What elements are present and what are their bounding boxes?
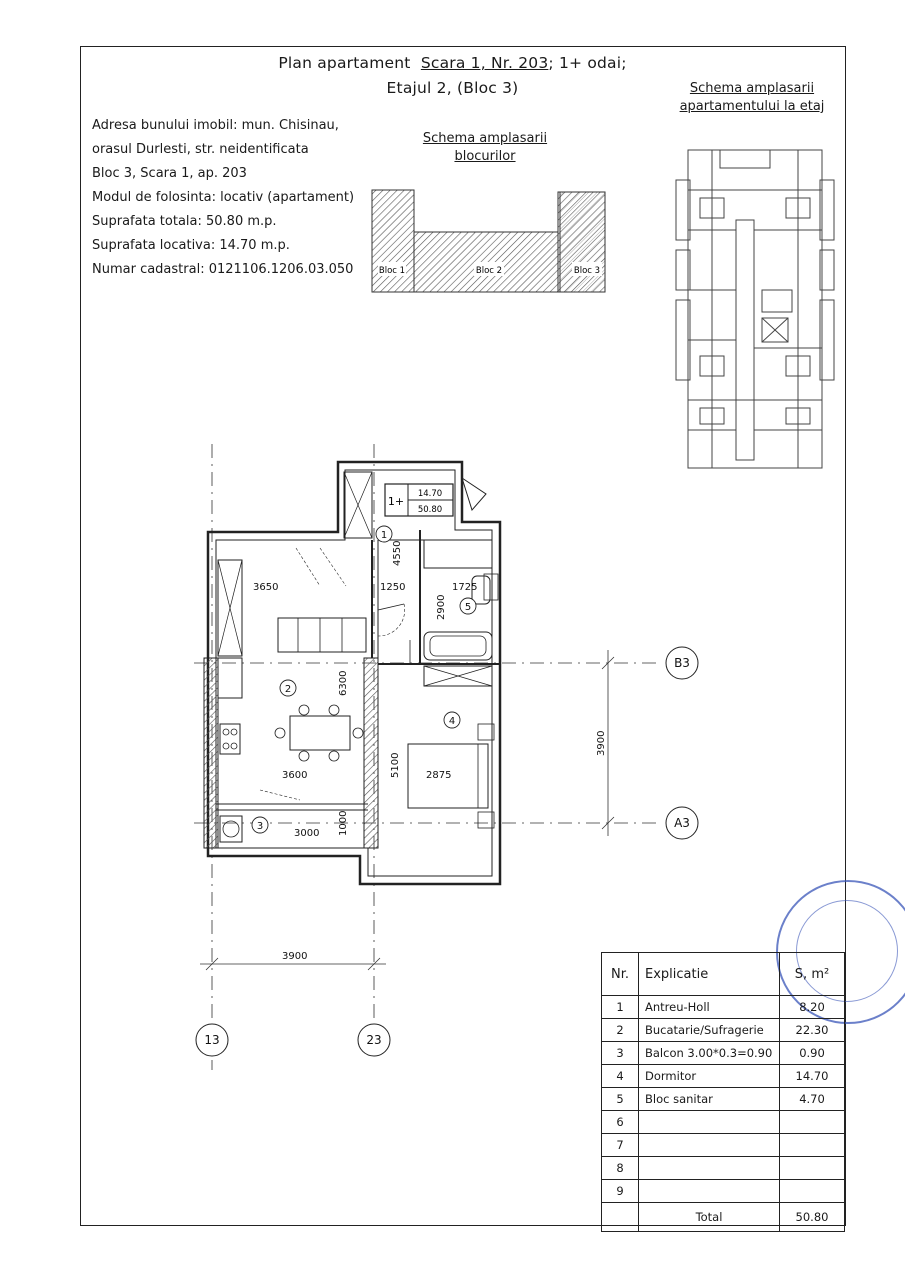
dim-3650: 3650 bbox=[253, 582, 279, 593]
blocks-schema-caption: Schema amplasarii blocurilor bbox=[422, 131, 548, 164]
table-row: 5 Bloc sanitar 4.70 bbox=[602, 1088, 845, 1111]
info-line: Bloc 3, Scara 1, ap. 203 bbox=[92, 166, 247, 181]
table-total-row bbox=[602, 1203, 845, 1232]
header-area: S, m² bbox=[780, 953, 845, 996]
bloc-3-label: Bloc 3 bbox=[573, 266, 601, 276]
room-number-2: 2 bbox=[284, 684, 292, 695]
info-line: Adresa bunului imobil: mun. Chisinau, bbox=[92, 118, 339, 133]
total-label: Total bbox=[639, 1203, 780, 1232]
plan-subtitle: Etajul 2, (Bloc 3) bbox=[386, 79, 519, 97]
dim-1725: 1725 bbox=[452, 582, 478, 593]
room-number-1: 1 bbox=[380, 530, 388, 541]
dim-4550: 4550 bbox=[392, 540, 403, 566]
axis-lines bbox=[194, 444, 662, 1070]
total-value: 50.80 bbox=[780, 1203, 845, 1232]
room-number-3: 3 bbox=[256, 821, 264, 832]
axis-b3: B3 bbox=[674, 656, 690, 670]
dim-2900: 2900 bbox=[436, 594, 447, 620]
header-nr: Nr. bbox=[602, 953, 639, 996]
info-line: Suprafata totala: 50.80 m.p. bbox=[92, 214, 277, 229]
dim-2875: 2875 bbox=[426, 770, 452, 781]
plan-title-scara: Scara 1, Nr. 203 bbox=[420, 54, 549, 72]
axis-13: 13 bbox=[204, 1033, 220, 1047]
table-row: 9 bbox=[602, 1180, 845, 1203]
table-row: 1 Antreu-Holl 8.20 bbox=[602, 996, 845, 1019]
table-row: 4 Dormitor 14.70 bbox=[602, 1065, 845, 1088]
room-number-4: 4 bbox=[448, 716, 456, 727]
area-badge bbox=[385, 484, 453, 516]
info-line: Numar cadastral: 0121106.1206.03.050 bbox=[92, 262, 354, 277]
bloc-3-highlight bbox=[560, 192, 605, 292]
dim-3900-horizontal: 3900 bbox=[282, 951, 308, 962]
dim-1000: 1000 bbox=[338, 810, 349, 836]
dim-1250: 1250 bbox=[380, 582, 406, 593]
info-line: orasul Durlesti, str. neidentificata bbox=[92, 142, 309, 157]
bloc-2-label: Bloc 2 bbox=[475, 266, 503, 276]
bloc-1-label: Bloc 1 bbox=[378, 266, 406, 276]
axis-a3: A3 bbox=[674, 816, 690, 830]
table-row: 2 Bucatarie/Sufragerie 22.30 bbox=[602, 1019, 845, 1042]
dim-3900-vertical: 3900 bbox=[596, 730, 607, 756]
dim-5100: 5100 bbox=[390, 752, 401, 778]
badge-living: 14.70 bbox=[417, 489, 443, 499]
dim-6300: 6300 bbox=[338, 670, 349, 696]
table-row: 6 bbox=[602, 1111, 845, 1134]
rooms-table bbox=[601, 952, 845, 1232]
blocks-schema bbox=[372, 190, 605, 292]
badge-type: 1+ bbox=[387, 495, 405, 508]
table-row: 8 bbox=[602, 1157, 845, 1180]
info-line: Modul de folosinta: locativ (apartament) bbox=[92, 190, 355, 205]
axis-23: 23 bbox=[366, 1033, 382, 1047]
floor-schema-caption: Schema amplasarii apartamentului la etaj bbox=[679, 81, 825, 114]
dim-3000: 3000 bbox=[294, 828, 320, 839]
badge-total: 50.80 bbox=[417, 505, 443, 515]
apartment-walls bbox=[204, 462, 500, 884]
table-header bbox=[602, 953, 845, 996]
header-explicatie: Explicatie bbox=[639, 953, 780, 996]
plan-title: Plan apartament Scara 1, Nr. 203; 1+ odai; bbox=[278, 54, 627, 72]
floor-schema bbox=[676, 150, 834, 468]
dim-3600: 3600 bbox=[282, 770, 308, 781]
table-row: 3 Balcon 3.00*0.3=0.90 0.90 bbox=[602, 1042, 845, 1065]
room-number-5: 5 bbox=[464, 602, 472, 613]
info-line: Suprafata locativa: 14.70 m.p. bbox=[92, 238, 290, 253]
table-row: 7 bbox=[602, 1134, 845, 1157]
